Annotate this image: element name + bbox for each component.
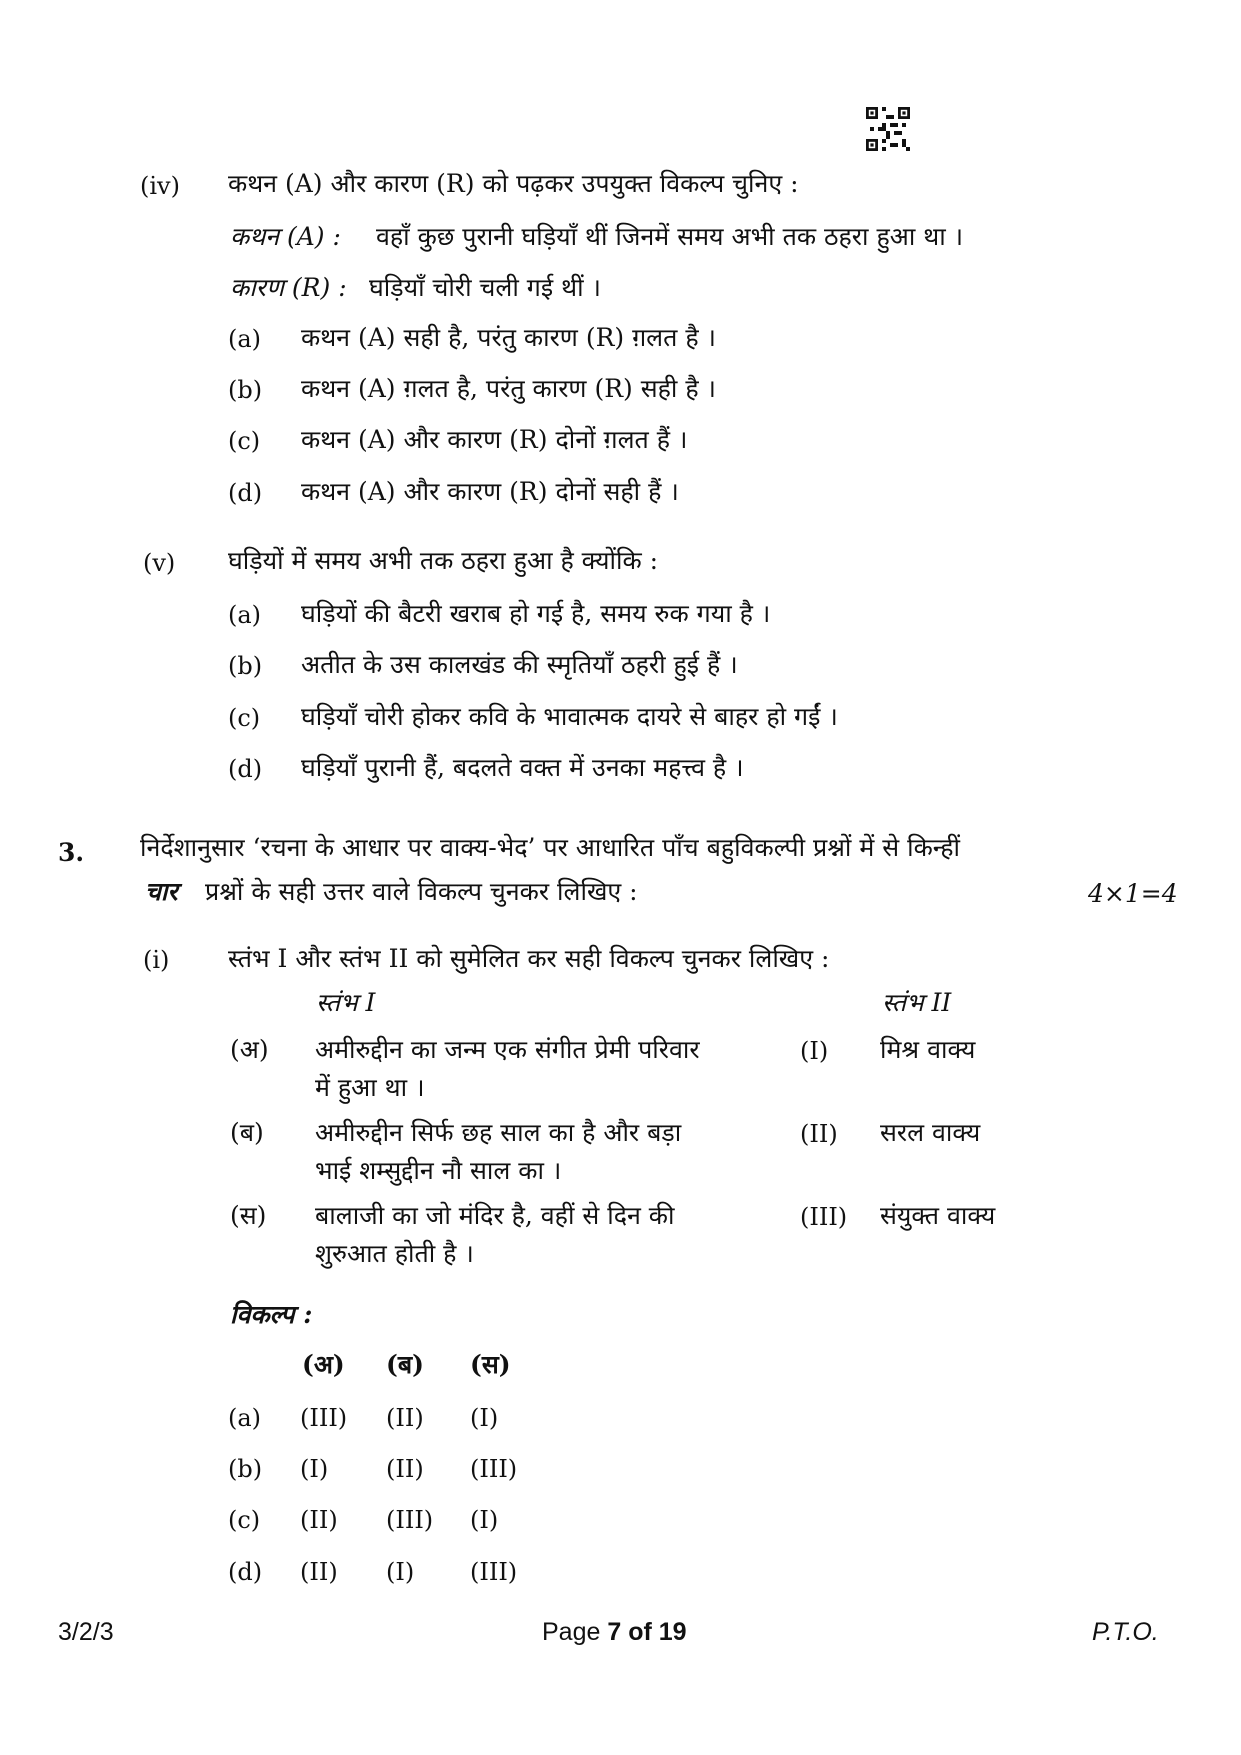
option-text: कथन (A) और कारण (R) दोनों सही हैं । [301, 477, 679, 506]
option-text: घड़ियों की बैटरी खराब हो गई है, समय रुक गया है । [301, 599, 771, 628]
option-label: (b) [228, 652, 263, 680]
paper-code: 3/2/3 [58, 1618, 114, 1646]
option-label: (a) [228, 325, 262, 353]
pto-label: P.T.O. [1092, 1618, 1159, 1646]
option-label: (c) [228, 427, 261, 455]
option-text: कथन (A) सही है, परंतु कारण (R) ग़लत है । [301, 323, 717, 352]
match-col2-text: संयुक्त वाक्य [880, 1201, 996, 1230]
question-instruction-line2: प्रश्नों के सही उत्तर वाले विकल्प चुनकर लिखिए : [205, 877, 638, 906]
question-stem: स्तंभ I और स्तंभ II को सुमेलित कर सही विकल्प चुनकर लिखिए : [228, 944, 830, 973]
option-value: (III) [470, 1558, 518, 1586]
page-number [542, 1617, 687, 1647]
option-label: (d) [228, 479, 263, 507]
option-label: (a) [228, 601, 262, 629]
qr-code-icon [866, 107, 910, 151]
option-value: (II) [300, 1506, 338, 1534]
question-stem: घड़ियों में समय अभी तक ठहरा हुआ है क्योंकि : [228, 546, 659, 575]
question-number: (i) [143, 946, 170, 974]
option-value: (I) [470, 1404, 499, 1432]
column-1-heading: स्तंभ I [316, 988, 376, 1017]
assertion-label: कथन (A) : [230, 222, 341, 251]
option-value: (I) [300, 1455, 329, 1483]
question-number: (iv) [140, 172, 180, 200]
question-number: (v) [143, 549, 176, 577]
option-text: घड़ियाँ पुरानी हैं, बदलते वक्त में उनका महत्त्व है । [301, 753, 744, 782]
match-col2-text: सरल वाक्य [880, 1118, 981, 1147]
match-col2-number: (II) [800, 1120, 838, 1148]
option-label: (b) [228, 1455, 263, 1483]
page-of: of [628, 1618, 652, 1646]
page-current: 7 [607, 1618, 622, 1646]
question-number: 3. [58, 838, 85, 867]
question-instruction-emphasis: चार [145, 877, 178, 906]
match-row-label: (ब) [230, 1118, 264, 1147]
match-row-text: बालाजी का जो मंदिर है, वहीं से दिन की [315, 1201, 675, 1230]
match-row-text: अमीरुद्दीन का जन्म एक संगीत प्रेमी परिवार [315, 1035, 700, 1064]
options-header: (स) [470, 1350, 511, 1379]
option-label: (d) [228, 755, 263, 783]
option-value: (III) [470, 1455, 518, 1483]
question-stem: कथन (A) और कारण (R) को पढ़कर उपयुक्त विकल्प चुनिए : [228, 169, 799, 198]
match-row-text: अमीरुद्दीन सिर्फ छह साल का है और बड़ा [315, 1118, 682, 1147]
option-value: (II) [300, 1558, 338, 1586]
option-value: (III) [386, 1506, 434, 1534]
match-row-text: शुरुआत होती है । [315, 1239, 474, 1268]
option-text: घड़ियाँ चोरी होकर कवि के भावात्मक दायरे से बाहर हो गईं । [301, 702, 838, 731]
option-text: अतीत के उस कालखंड की स्मृतियाँ ठहरी हुई हैं । [301, 650, 738, 679]
reason-text: घड़ियाँ चोरी चली गई थीं । [369, 273, 601, 302]
match-col2-text: मिश्र वाक्य [880, 1035, 976, 1064]
match-row-text: भाई शम्सुद्दीन नौ साल का । [315, 1156, 562, 1185]
marks: 4×1=4 [1088, 879, 1178, 908]
assertion-text: वहाँ कुछ पुरानी घड़ियाँ थीं जिनमें समय अभी तक ठहरा हुआ था । [376, 222, 964, 251]
option-value: (II) [386, 1455, 424, 1483]
option-text: कथन (A) और कारण (R) दोनों ग़लत हैं । [301, 425, 688, 454]
option-label: (d) [228, 1558, 263, 1586]
option-label: (c) [228, 704, 261, 732]
match-col2-number: (I) [800, 1037, 829, 1065]
option-value: (I) [470, 1506, 499, 1534]
match-row-text: में हुआ था । [315, 1073, 425, 1102]
options-header: (अ) [302, 1350, 345, 1379]
option-value: (II) [386, 1404, 424, 1432]
match-col2-number: (III) [800, 1203, 848, 1231]
question-instruction-line1: निर्देशानुसार ‘रचना के आधार पर वाक्य-भेद’ पर आधारित पाँच बहुविकल्पी प्रश्नों में से किन्हीं [140, 833, 961, 862]
option-label: (a) [228, 1404, 262, 1432]
option-label: (c) [228, 1506, 261, 1534]
match-row-label: (अ) [230, 1035, 269, 1064]
option-text: कथन (A) ग़लत है, परंतु कारण (R) सही है । [301, 374, 717, 403]
option-value: (I) [386, 1558, 415, 1586]
options-header: (ब) [386, 1350, 424, 1379]
reason-label: कारण (R) : [230, 273, 347, 302]
option-value: (III) [300, 1404, 348, 1432]
column-2-heading: स्तंभ II [882, 988, 952, 1017]
match-row-label: (स) [230, 1201, 267, 1230]
option-label: (b) [228, 376, 263, 404]
page-prefix: Page [542, 1618, 601, 1646]
options-title: विकल्प : [230, 1300, 313, 1329]
page-total: 19 [658, 1618, 687, 1646]
